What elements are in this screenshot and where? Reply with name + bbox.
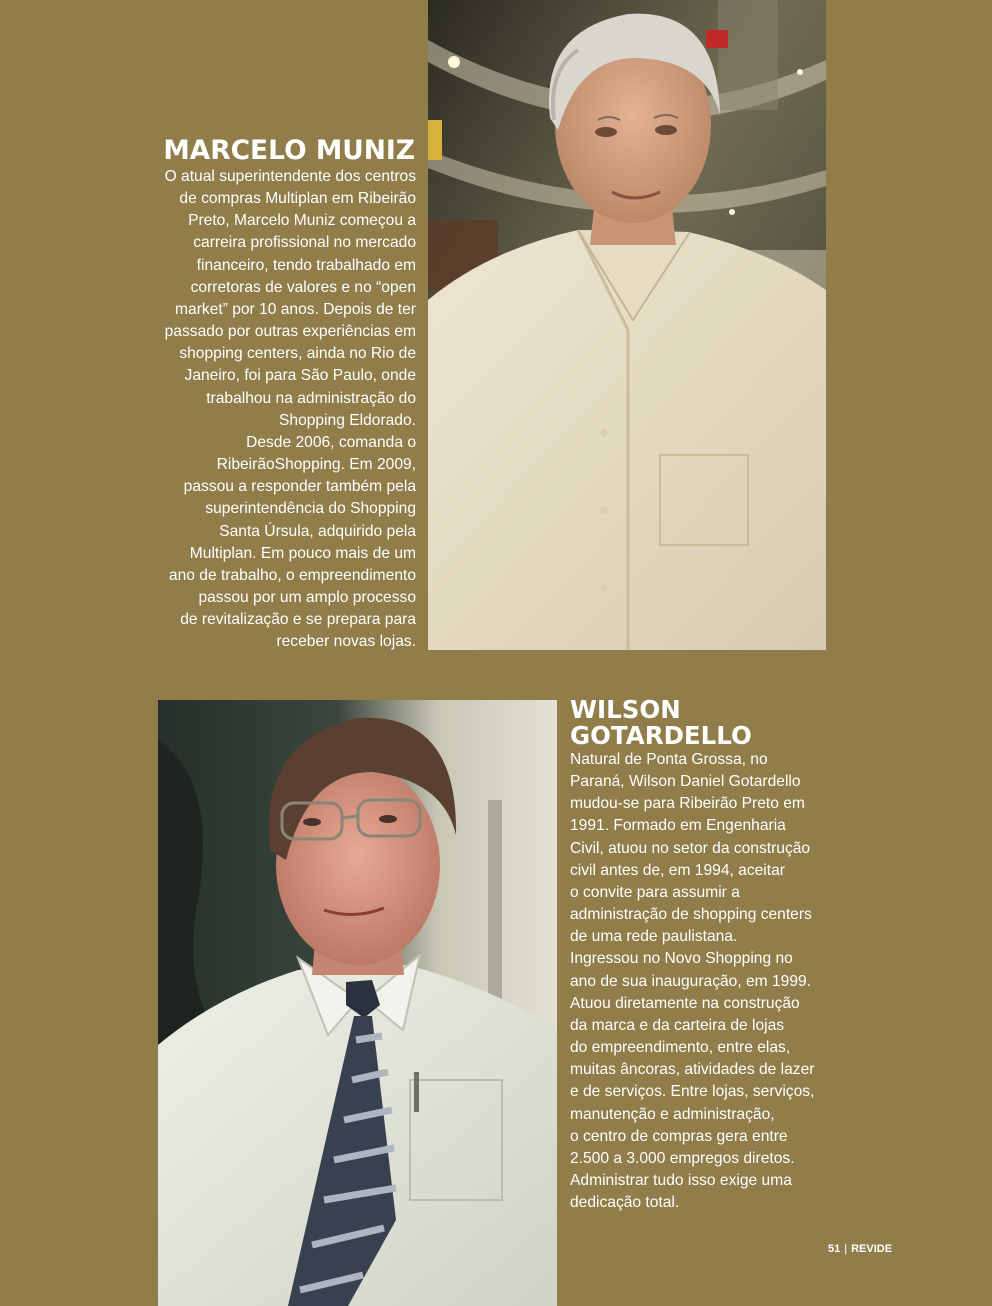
bio-line: Civil, atuou no setor da construção <box>570 839 811 857</box>
bio-line: market” por 10 anos. Depois de ter <box>175 300 416 318</box>
bio-line: do empreendimento, entre elas, <box>570 1039 791 1057</box>
page-number: 51 <box>828 1243 841 1255</box>
bio-line: Administrar tudo isso exige uma <box>570 1171 792 1189</box>
bio-line: Shopping Eldorado. <box>279 411 416 429</box>
bio-line: Janeiro, foi para São Paulo, onde <box>184 367 416 385</box>
bio-line: ano de sua inauguração, em 1999. <box>570 972 812 990</box>
bio-line: 2.500 a 3.000 empregos diretos. <box>570 1149 795 1167</box>
bio-line: Paraná, Wilson Daniel Gotardello <box>570 773 801 791</box>
marcelo-muniz-bio <box>146 166 416 653</box>
bio-line: dedicação total. <box>570 1194 680 1212</box>
bio-line: superintendência do Shopping <box>205 500 416 518</box>
marcelo-muniz-photo <box>428 0 826 650</box>
bio-line: muitas âncoras, atividades de lazer <box>570 1061 815 1079</box>
heading-line: WILSON <box>570 695 681 724</box>
heading-line: GOTARDELLO <box>570 721 752 750</box>
bio-line: Preto, Marcelo Muniz começou a <box>188 212 416 230</box>
bio-line: RibeirãoShopping. Em 2009, <box>216 456 416 474</box>
bio-line: Ingressou no Novo Shopping no <box>570 950 793 968</box>
bio-line: civil antes de, em 1994, aceitar <box>570 861 785 879</box>
bio-line: Santa Úrsula, adquirido pela <box>219 522 416 540</box>
bio-line: O atual superintendente dos centros <box>164 168 416 185</box>
bio-line: da marca e da carteira de lojas <box>570 1016 785 1034</box>
bio-line: Natural de Ponta Grossa, no <box>570 751 768 768</box>
bio-line: passado por outras experiências em <box>164 323 416 341</box>
bio-line: trabalhou na administração do <box>206 389 416 407</box>
bio-line: administração de shopping centers <box>570 906 812 924</box>
bio-line: o convite para assumir a <box>570 883 740 901</box>
bio-line: de revitalização e se prepara para <box>180 611 416 629</box>
bio-line: 1991. Formado em Engenharia <box>570 817 786 835</box>
bio-line: o centro de compras gera entre <box>570 1127 788 1145</box>
bio-line: de compras Multiplan em Ribeirão <box>179 190 416 208</box>
bio-line: carreira profissional no mercado <box>193 234 416 252</box>
bio-line: manutenção e administração, <box>570 1105 775 1123</box>
wilson-gotardello-heading <box>570 697 870 749</box>
wilson-gotardello-bio <box>570 749 840 1214</box>
bio-line: ano de trabalho, o empreendimento <box>168 566 416 584</box>
folio-separator: | <box>844 1243 848 1255</box>
bio-line: Atuou diretamente na construção <box>570 994 800 1012</box>
bio-line: e de serviços. Entre lojas, serviços, <box>570 1083 815 1101</box>
publication-name: REVIDE <box>851 1243 893 1255</box>
bio-line: financeiro, tendo trabalhado em <box>196 256 416 274</box>
bio-line: Desde 2006, comanda o <box>246 433 416 451</box>
bio-line: shopping centers, ainda no Rio de <box>179 345 416 363</box>
bio-line: passou por um amplo processo <box>198 588 416 606</box>
wilson-gotardello-photo <box>158 700 557 1306</box>
page-folio <box>828 1243 892 1255</box>
bio-line: receber novas lojas. <box>276 633 416 651</box>
bio-line: Multiplan. Em pouco mais de um <box>189 544 416 562</box>
bio-line: mudou-se para Ribeirão Preto em <box>570 795 805 813</box>
bio-line: passou a responder também pela <box>183 478 416 496</box>
bio-line: corretoras de valores e no “open <box>190 278 416 296</box>
marcelo-muniz-heading: MARCELO MUNIZ <box>163 135 415 166</box>
bio-line: de uma rede paulistana. <box>570 928 738 946</box>
